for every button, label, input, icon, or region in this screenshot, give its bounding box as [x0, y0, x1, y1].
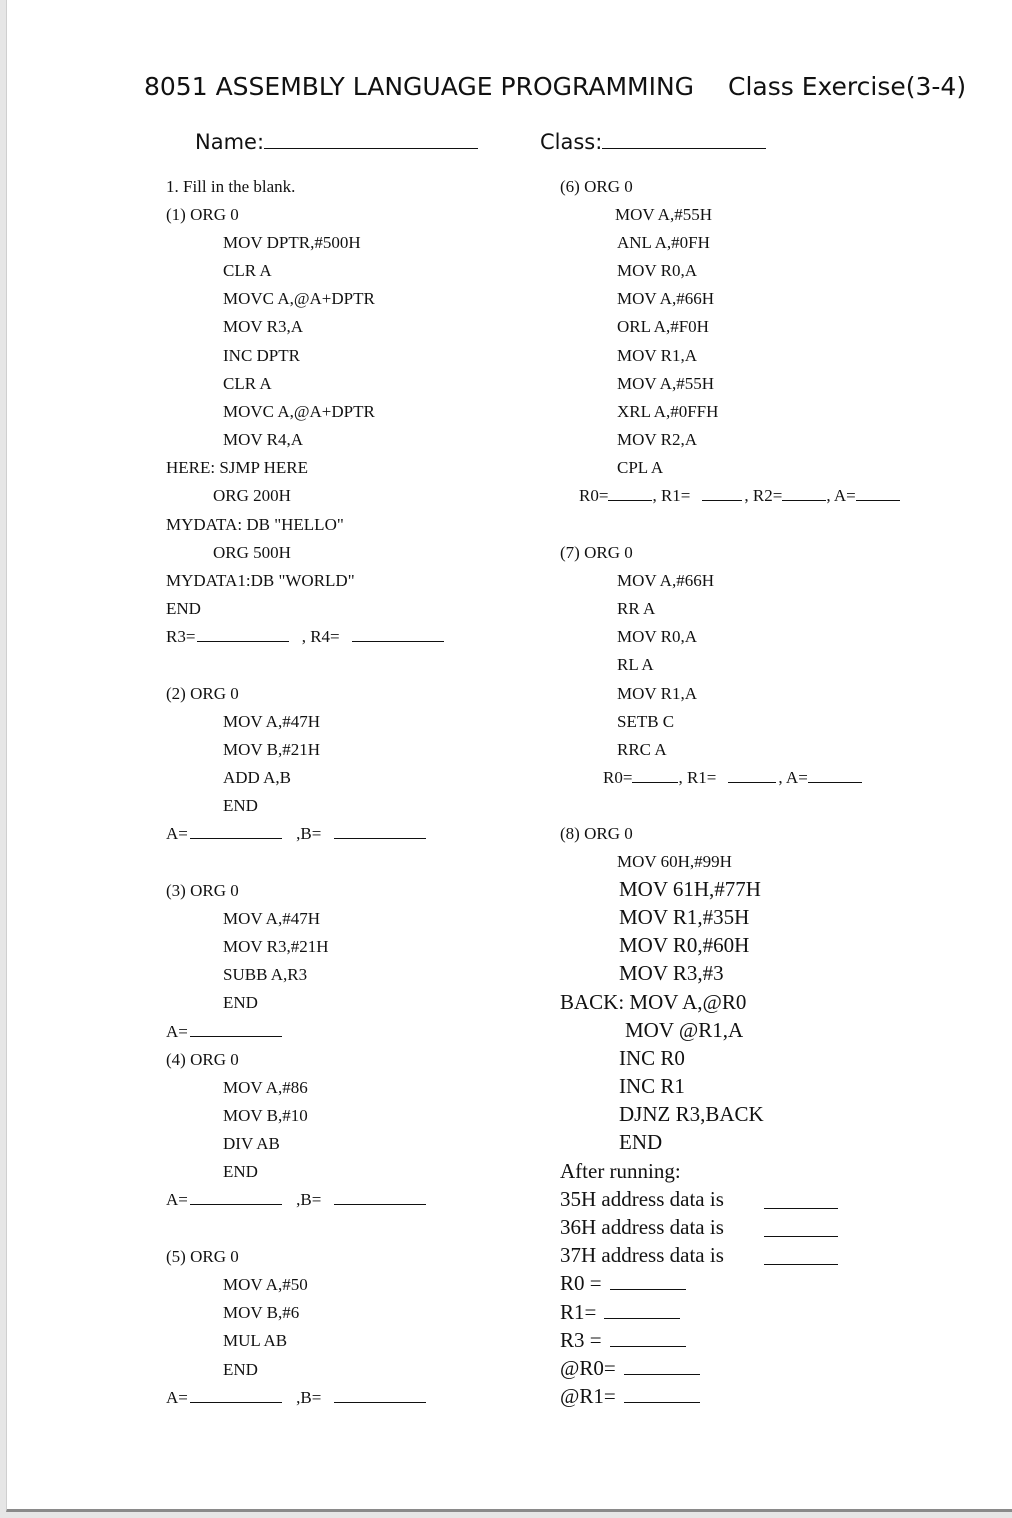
code-line: END: [166, 599, 201, 618]
answer-blank[interactable]: [604, 1300, 680, 1319]
code-line: SETB C: [617, 712, 675, 731]
code-line: MOV B,#10: [223, 1106, 308, 1125]
answer-blank[interactable]: [624, 1356, 700, 1375]
answer-blank[interactable]: [610, 1271, 686, 1290]
q3-header: (3) ORG 0: [166, 881, 239, 900]
class-blank[interactable]: [602, 130, 766, 149]
after-running-label: After running:: [560, 1159, 681, 1183]
code-line: MOV A,#66H: [617, 289, 714, 308]
q2-answer-row: [166, 824, 428, 844]
code-line: MOV A,#55H: [615, 205, 712, 224]
answer-blank[interactable]: [764, 1190, 838, 1209]
code-line: ADD A,B: [223, 768, 292, 787]
q3-answer-row: [166, 1022, 284, 1042]
code-line: MOV R3,A: [223, 317, 303, 336]
code-line: BACK: MOV A,@R0: [560, 990, 747, 1014]
answer-blank[interactable]: [856, 486, 900, 501]
answer-blank[interactable]: [610, 1328, 686, 1347]
code-line: MOV @R1,A: [625, 1018, 744, 1042]
q8-answer-row: [560, 1300, 682, 1324]
answer-label: R3 =: [560, 1328, 602, 1352]
code-line: ANL A,#0FH: [617, 233, 710, 252]
q4-answer-row: [166, 1190, 428, 1210]
answer-label: R0=: [603, 768, 633, 787]
code-line: MOV R0,A: [617, 627, 697, 646]
code-line: ORG 500H: [213, 543, 291, 562]
code-line: INC R0: [619, 1046, 685, 1070]
answer-label: @R1=: [560, 1384, 616, 1408]
code-line: MOV R3,#3: [619, 961, 724, 985]
answer-label: 36H address data is: [560, 1215, 724, 1239]
answer-blank[interactable]: [334, 1190, 426, 1205]
answer-blank[interactable]: [334, 824, 426, 839]
code-line: CPL A: [617, 458, 664, 477]
code-line: MOV 61H,#77H: [619, 877, 761, 901]
code-line: MOV A,#50: [223, 1275, 308, 1294]
code-line: MOV R1,#35H: [619, 905, 750, 929]
code-line: MOV A,#47H: [223, 909, 320, 928]
code-line: MOV R1,A: [617, 684, 697, 703]
answer-label: , A=: [778, 768, 808, 787]
code-line: MOV R3,#21H: [223, 937, 329, 956]
code-line: END: [619, 1130, 663, 1154]
code-line: MOV A,#55H: [617, 374, 714, 393]
answer-blank[interactable]: [782, 486, 826, 501]
q4-header: (4) ORG 0: [166, 1050, 239, 1069]
answer-label: A=: [166, 1022, 188, 1041]
code-line: MOVC A,@A+DPTR: [223, 289, 375, 308]
code-line: MOV A,#47H: [223, 712, 320, 731]
class-field[interactable]: [540, 130, 766, 154]
answer-label: , A=: [826, 486, 856, 505]
answer-blank[interactable]: [632, 768, 678, 783]
answer-label: 37H address data is: [560, 1243, 724, 1267]
code-line: ORG 200H: [213, 486, 291, 505]
answer-label: R3=: [166, 627, 196, 646]
answer-blank[interactable]: [334, 1388, 426, 1403]
q2-header: (2) ORG 0: [166, 684, 239, 703]
answer-blank[interactable]: [197, 627, 289, 642]
answer-label: , R1=: [652, 486, 691, 505]
answer-blank[interactable]: [764, 1246, 838, 1265]
q7-header: (7) ORG 0: [560, 543, 633, 562]
code-line: MOV B,#21H: [223, 740, 320, 759]
code-line: MOV B,#6: [223, 1303, 300, 1322]
code-line: MOV R2,A: [617, 430, 697, 449]
code-line: END: [223, 1162, 258, 1181]
code-line: RRC A: [617, 740, 667, 759]
worksheet-page: [6, 0, 1012, 1512]
answer-label: , R2=: [744, 486, 783, 505]
code-line: MOVC A,@A+DPTR: [223, 402, 375, 421]
q8-answer-row: [560, 1215, 724, 1239]
code-line: MOV DPTR,#500H: [223, 233, 361, 252]
code-line: SUBB A,R3: [223, 965, 308, 984]
answer-blank[interactable]: [764, 1218, 838, 1237]
answer-label: R0=: [579, 486, 609, 505]
code-line: RL A: [617, 655, 654, 674]
code-line: INC DPTR: [223, 346, 300, 365]
code-line: DIV AB: [223, 1134, 280, 1153]
code-line: END: [223, 796, 258, 815]
name-field[interactable]: [195, 130, 478, 154]
answer-label: R0 =: [560, 1271, 602, 1295]
code-line: MOV A,#66H: [617, 571, 714, 590]
code-line: END: [223, 993, 258, 1012]
code-line: HERE: SJMP HERE: [166, 458, 309, 477]
answer-blank[interactable]: [190, 1190, 282, 1205]
answer-blank[interactable]: [608, 486, 652, 501]
answer-label: ,B=: [296, 1388, 322, 1407]
q8-answer-row: [560, 1243, 724, 1267]
answer-label: A=: [166, 1190, 188, 1209]
class-label: Class:: [540, 130, 603, 154]
code-line: MYDATA: DB "HELLO": [166, 515, 344, 534]
q8-answer-row: [560, 1271, 688, 1295]
exercise-label: Class Exercise(3-4): [728, 72, 967, 101]
code-line: MOV 60H,#99H: [617, 852, 732, 871]
code-line: MUL AB: [223, 1331, 288, 1350]
answer-blank[interactable]: [190, 1388, 282, 1403]
q7-answer-row: [603, 768, 862, 788]
answer-label: ,B=: [296, 824, 322, 843]
name-blank[interactable]: [264, 130, 478, 149]
code-line: END: [223, 1360, 258, 1379]
answer-label: @R0=: [560, 1356, 616, 1380]
answer-label: R1=: [560, 1300, 597, 1324]
answer-label: , R1=: [678, 768, 717, 787]
code-line: CLR A: [223, 261, 272, 280]
code-line: INC R1: [619, 1074, 685, 1098]
code-line: DJNZ R3,BACK: [619, 1102, 764, 1126]
code-line: MOV R1,A: [617, 346, 697, 365]
answer-blank[interactable]: [352, 627, 444, 642]
q8-header: (8) ORG 0: [560, 824, 633, 843]
code-line: ORL A,#F0H: [617, 317, 709, 336]
answer-label: A=: [166, 824, 188, 843]
q5-header: (5) ORG 0: [166, 1247, 239, 1266]
answer-label: , R4=: [301, 627, 340, 646]
answer-blank[interactable]: [702, 486, 742, 501]
code-line: CLR A: [223, 374, 272, 393]
code-line: MOV R4,A: [223, 430, 303, 449]
q8-answer-row: [560, 1384, 702, 1408]
answer-blank[interactable]: [190, 824, 282, 839]
q6-answer-row: [579, 486, 900, 506]
code-line: XRL A,#0FFH: [617, 402, 719, 421]
answer-blank[interactable]: [190, 1022, 282, 1037]
q6-header: (6) ORG 0: [560, 177, 633, 196]
answer-label: A=: [166, 1388, 188, 1407]
answer-label: 35H address data is: [560, 1187, 724, 1211]
q8-answer-row: [560, 1356, 702, 1380]
code-line: MYDATA1:DB "WORLD": [166, 571, 355, 590]
name-label: Name:: [195, 130, 265, 154]
q8-answer-row: [560, 1328, 688, 1352]
code-line: RR A: [617, 599, 656, 618]
answer-label: ,B=: [296, 1190, 322, 1209]
q5-answer-row: [166, 1388, 428, 1408]
code-line: MOV A,#86: [223, 1078, 308, 1097]
q1-header: (1) ORG 0: [166, 205, 239, 224]
answer-blank[interactable]: [624, 1384, 700, 1403]
answer-blank[interactable]: [808, 768, 862, 783]
code-line: MOV R0,A: [617, 261, 697, 280]
answer-blank[interactable]: [728, 768, 776, 783]
q8-answer-row: [560, 1187, 724, 1211]
code-line: MOV R0,#60H: [619, 933, 750, 957]
worksheet-title: 8051 ASSEMBLY LANGUAGE PROGRAMMING: [144, 72, 695, 101]
q1-answer-row: [166, 627, 446, 647]
instruction: 1. Fill in the blank.: [166, 177, 296, 196]
